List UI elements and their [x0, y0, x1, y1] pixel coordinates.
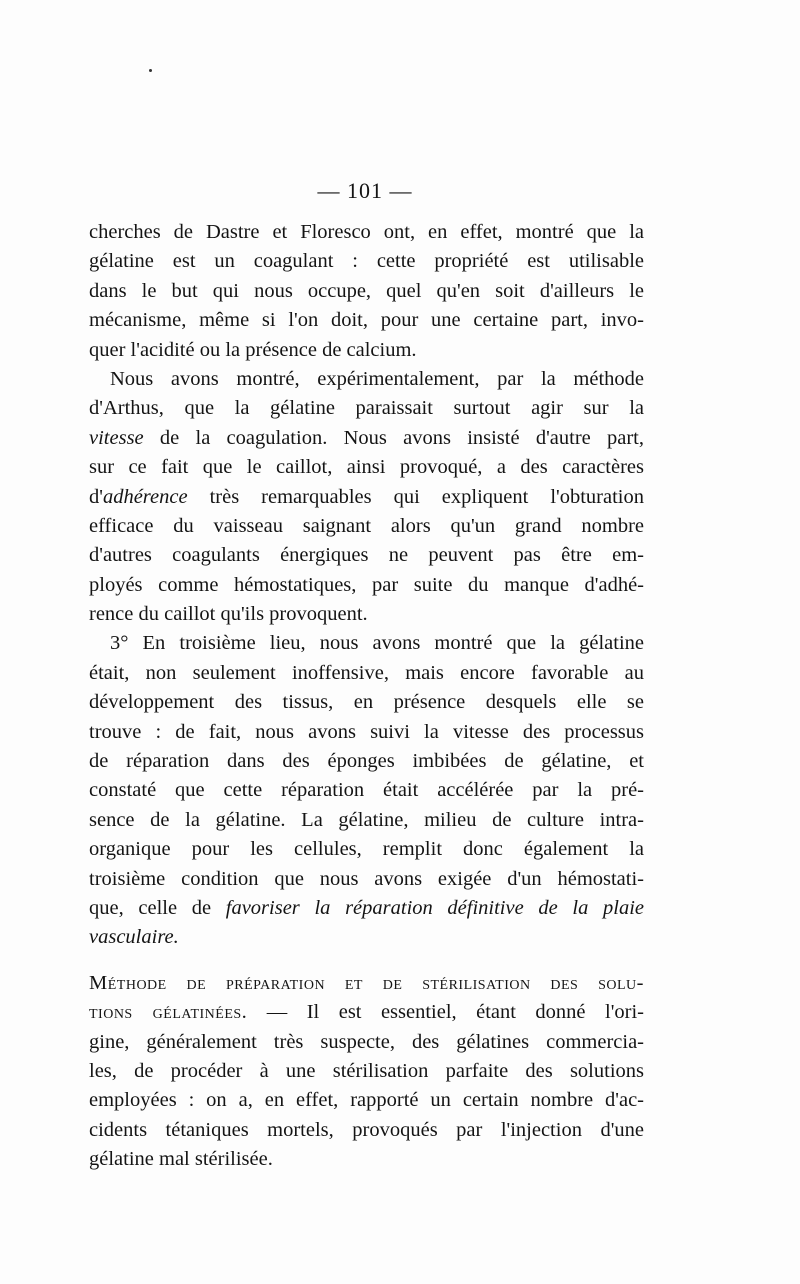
text-line: développement des tissus, en présence desquels elle se — [89, 691, 644, 714]
text-line: de réparation dans des éponges imbibées de gélatine, et — [89, 750, 644, 773]
text-line: gine, généralement très suspecte, des gélatines commercia- — [89, 1030, 644, 1053]
text-line: était, non seulement inoffensive, mais encore favorable au — [89, 661, 644, 684]
text-line: que, celle de favoriser la réparation définitive de la plaie — [89, 896, 644, 919]
text-line: dans le but qui nous occupe, quel qu'en soit d'ailleurs le — [89, 279, 644, 302]
text-line: constaté que cette réparation était accélérée par la pré- — [89, 779, 644, 802]
text-line: trouve : de fait, nous avons suivi la vitesse des processus — [89, 720, 644, 743]
text-line: cidents tétaniques mortels, provoqués par l'injection d'une — [89, 1118, 644, 1141]
text-line: troisième condition que nous avons exigée d'un hémostati- — [89, 867, 644, 890]
italic-phrase: vasculaire. — [89, 926, 179, 949]
section-gap — [89, 953, 644, 969]
page-number: — 101 — — [317, 178, 413, 203]
italic-term: vitesse — [89, 426, 144, 449]
text-line: sur ce fait que le caillot, ainsi provoqué, a des caractères — [89, 456, 644, 479]
italic-term: adhérence — [102, 485, 188, 508]
text-line: quer l'acidité ou la présence de calcium. — [89, 338, 417, 361]
text-line: d'Arthus, que la gélatine paraissait surtout agir sur la — [89, 397, 644, 420]
text-line: employées : on a, en effet, rapporté un certain nombre d'ac- — [89, 1089, 644, 1112]
text-line: d'adhérence très remarquables qui expliquent l'obturation — [89, 485, 644, 508]
section-heading: tions gélatinées. — [89, 1001, 248, 1024]
text-line: rence du caillot qu'ils provoquent. — [89, 603, 368, 626]
text-line: 3° En troisième lieu, nous avons montré que la gélatine — [110, 632, 644, 655]
italic-phrase: favoriser la réparation définitive de la plaie — [225, 896, 644, 919]
text-line: gélatine est un coagulant : cette propriété est utilisable — [89, 250, 644, 273]
text-line: efficace du vaisseau saignant alors qu'un grand nombre — [89, 514, 644, 537]
text-line: gélatine mal stérilisée. — [89, 1148, 273, 1171]
text-line: d'autres coagulants énergiques ne peuvent pas être em- — [89, 544, 644, 567]
text-line: les, de procéder à une stérilisation parfaite des solutions — [89, 1059, 644, 1082]
print-speck — [149, 69, 152, 72]
text-line: organique pour les cellules, remplit donc également la — [89, 838, 644, 861]
text-line: tions gélatinées. — Il est essentiel, étant donné l'ori- — [89, 1001, 644, 1024]
text-line — [89, 923, 644, 952]
section-heading: Méthode de préparation et de stérilisation des solu- — [89, 971, 644, 994]
body-text — [89, 218, 644, 1175]
text-line: cherches de Dastre et Floresco ont, en effet, montré que la — [89, 221, 644, 243]
text-line: sence de la gélatine. La gélatine, milieu de culture intra- — [89, 808, 644, 831]
text-line: Nous avons montré, expérimentalement, par la méthode — [110, 367, 644, 390]
text-line: ployés comme hémostatiques, par suite du manque d'adhé- — [89, 573, 644, 596]
text-line: mécanisme, même si l'on doit, pour une certaine part, invo- — [89, 309, 644, 332]
text-line: vitesse de la coagulation. Nous avons insisté d'autre part, — [89, 426, 644, 449]
